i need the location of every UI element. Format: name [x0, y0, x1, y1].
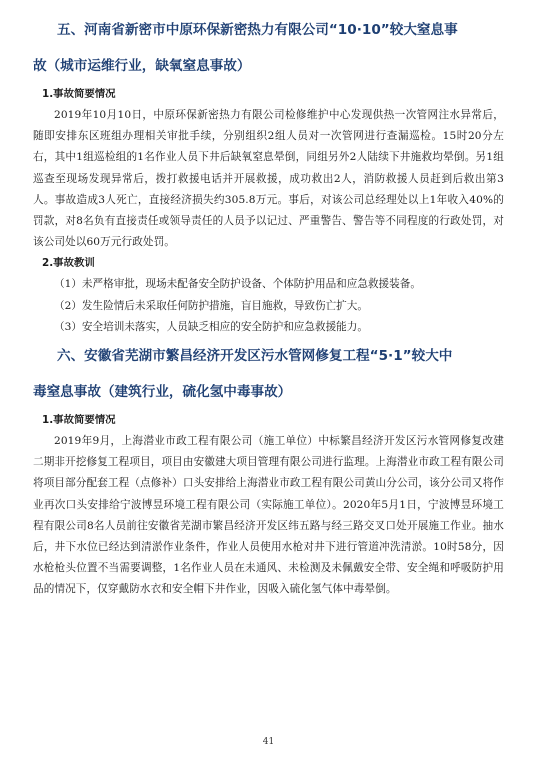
section-six [33, 338, 504, 601]
lesson-item: （1）未严格审批，现场未配备安全防护设备、个体防护用品和应急救援装备。 [54, 278, 421, 291]
section-five-overview-heading: 1.事故简要情况 [42, 88, 116, 100]
section-six-overview-paragraph: 2019年9月，上海潜业市政工程有限公司（施工单位）中标繁昌经济开发区污水管网修复改建二期非开挖修复工程项目，项目由安徽建大项目管理有限公司进行监理。上海潜业市政工程有限公司将项目部分配套工程（点修补）口头安排给上海潜业市政工程有限公司黄山分公司，该分公司又将作业再次口头安排给宁波博昱环境工程有限公司（实际施工单位）。2020年5月1日，宁波博昱环境工程有限公司8名人员前往安徽省芜湖市繁昌经济开发区纬五路与经三路交叉口处开展施工作业。抽水后，井下水位已经达到清淤作业条件，作业人员使用水枪对井下进行管道冲洗清淤。10时58分，因水枪枪头位置不当需要调整，1名作业人员在未通风、未检测及未佩戴安全带、安全绳和呼吸防护用品的情况下，仅穿戴防水衣和安全帽下井作业，因吸入硫化氢气体中毒晕倒。 [33, 435, 504, 596]
section-five [33, 12, 504, 338]
section-five-title-line2: 故（城市运维行业，缺氧窒息事故） [33, 58, 251, 74]
section-five-overview-paragraph: 2019年10月10日，中原环保新密热力有限公司检修维护中心发现供热一次管网注水异常后，随即安排东区班组办理相关审批手续，分别组织2组人员对一次管网进行查漏巡检。15时20分左右，其中1组巡检组的1名作业人员下井后缺氧窒息晕倒，同组另外2人陆续下井施救均晕倒。另1组巡查至现场发现异常后，拨打救援电话并开展救援，成功救出2人，消防救援人员赶到后救出第3人。事故造成3人死亡，直接经济损失约305.8万元。事后，对该公司总经理处以上1年收入40%的罚款，对8名负有直接责任或领导责任的人员予以记过、严重警告、警告等不同程度的行政处罚，对该公司处以60万元行政处罚。 [33, 109, 504, 249]
lesson-item: （3）安全培训未落实，人员缺乏相应的安全防护和应急救援能力。 [54, 320, 368, 333]
section-five-lessons-heading: 2.事故教训 [42, 257, 95, 270]
section-six-title-line1: 六、安徽省芜湖市繁昌经济开发区污水管网修复工程“5·1”较大中 [57, 348, 453, 365]
lesson-item: （2）发生险情后未采取任何防护措施，盲目施救，导致伤亡扩大。 [54, 299, 368, 312]
section-five-title-line1: 五、河南省新密市中原环保新密热力有限公司“10·10”较大窒息事 [57, 22, 458, 38]
section-six-title-line2: 毒窒息事故（建筑行业，硫化氢中毒事故） [33, 384, 292, 401]
section-six-overview-heading: 1.事故简要情况 [42, 414, 116, 427]
page-number: 41 [262, 737, 275, 747]
